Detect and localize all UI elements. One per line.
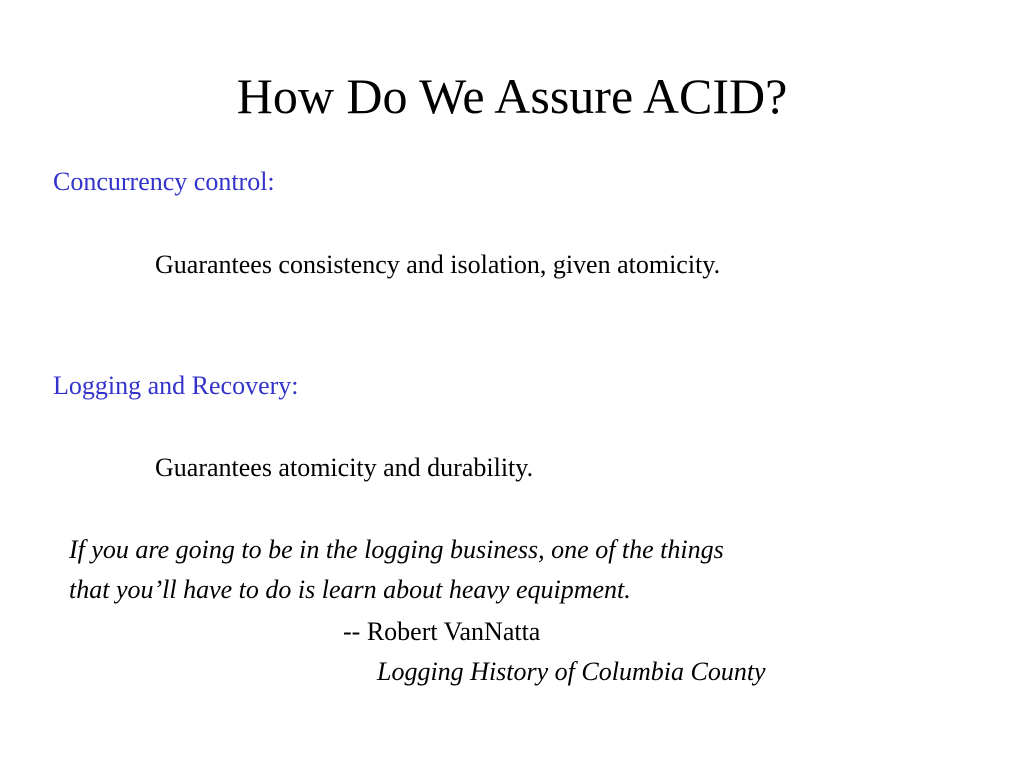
section-description-concurrency-control: Guarantees consistency and isolation, given atomicity. bbox=[155, 250, 721, 279]
section-heading-concurrency-control: Concurrency control: bbox=[53, 167, 275, 196]
quote-line: If you are going to be in the logging business, one of the things bbox=[69, 535, 724, 564]
quote-author: -- Robert VanNatta bbox=[343, 617, 541, 646]
quote-source: Logging History of Columbia County bbox=[377, 657, 766, 686]
slide-title: How Do We Assure ACID? bbox=[236, 68, 788, 124]
quote-line: that you’ll have to do is learn about heavy equipment. bbox=[69, 575, 631, 604]
section-heading-logging-and-recovery: Logging and Recovery: bbox=[53, 371, 299, 400]
section-description-logging-and-recovery: Guarantees atomicity and durability. bbox=[155, 453, 534, 482]
